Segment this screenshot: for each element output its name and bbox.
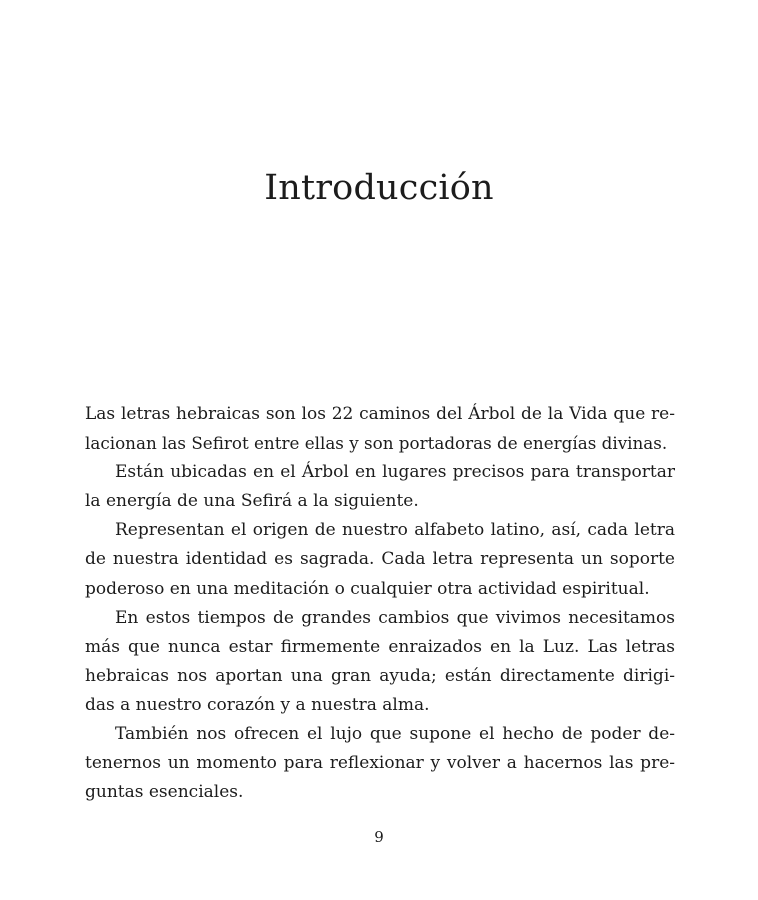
- text-line: de nuestra identidad es sagrada. Cada letra representa un soporte: [85, 549, 675, 570]
- text-line: la energía de una Sefirá a la siguiente.: [85, 491, 419, 512]
- text-line: Representan el origen de nuestro alfabeto latino, así, cada letra: [115, 520, 675, 541]
- text-line: hebraicas nos aportan una gran ayuda; están directamente dirigi-: [85, 665, 675, 686]
- text-line: En estos tiempos de grandes cambios que vivimos necesitamos: [115, 607, 675, 628]
- text-line: También nos ofrecen el lujo que supone el hecho de poder de-: [115, 724, 675, 745]
- text-line: lacionan las Sefirot entre ellas y son portadoras de energías divinas.: [85, 433, 668, 454]
- body-text: [85, 400, 675, 807]
- text-line: poderoso en una meditación o cualquier otra actividad espiritual.: [85, 578, 650, 599]
- text-line: tenernos un momento para reflexionar y volver a hacernos las pre-: [85, 753, 675, 774]
- page-number: 9: [374, 828, 384, 846]
- text-line: das a nuestro corazón y a nuestra alma.: [85, 694, 430, 715]
- text-line: más que nunca estar firmemente enraizados en la Luz. Las letras: [85, 636, 675, 657]
- text-line: guntas esenciales.: [85, 782, 244, 803]
- page-title: Introducción: [264, 168, 494, 208]
- text-line: Están ubicadas en el Árbol en lugares precisos para transportar: [115, 462, 675, 483]
- text-line: Las letras hebraicas son los 22 caminos del Árbol de la Vida que re-: [85, 404, 675, 424]
